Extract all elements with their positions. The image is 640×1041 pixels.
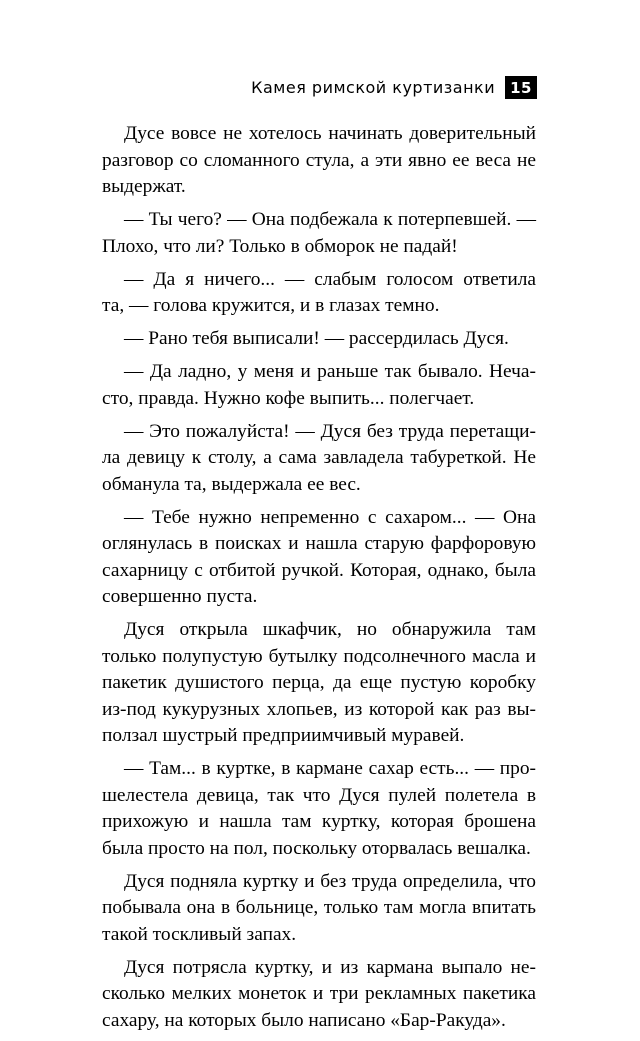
text-line: шелестела девица, так что Дуся пулей полетела в bbox=[102, 784, 536, 806]
text-line: обманула та, выдержала ее вес. bbox=[102, 473, 361, 495]
text-line: сахарницу с отбитой ручкой. Которая, однако, была bbox=[102, 559, 536, 581]
text-line: Плохо, что ли? Только в обморок не падай! bbox=[102, 235, 458, 257]
text-line: — Это пожалуйста! — Дуся без труда перетащи- bbox=[124, 420, 536, 442]
paragraph bbox=[102, 869, 536, 949]
text-line: — Да ладно, у меня и раньше так бывало. Неча- bbox=[124, 361, 536, 382]
paragraph bbox=[102, 267, 536, 320]
paragraph bbox=[102, 955, 536, 1035]
text-line: разговор со сломанного стула, а эти явно ее веса не bbox=[102, 149, 536, 171]
text-line: побывала она в больнице, только там могла впитать bbox=[102, 897, 536, 918]
paragraph bbox=[102, 505, 536, 611]
text-line: ползал шустрый предприимчивый муравей. bbox=[102, 725, 465, 746]
book-title: Камея римской куртизанки bbox=[251, 78, 496, 97]
text-line: та, — голова кружится, и в глазах темно. bbox=[102, 295, 440, 316]
paragraph bbox=[102, 756, 536, 862]
text-line: совершенно пуста. bbox=[102, 586, 258, 607]
text-line: — Да я ничего... — слабым голосом ответила bbox=[124, 268, 536, 290]
running-head bbox=[251, 76, 537, 99]
text-line: пакетик душистого перца, да еще пустую коробку bbox=[102, 672, 536, 693]
text-line: Дуся открыла шкафчик, но обнаружила там bbox=[124, 619, 536, 640]
text-line: выдержат. bbox=[102, 176, 186, 197]
text-line: сахару, на которых было написано «Бар-Ракуда». bbox=[102, 1009, 506, 1031]
text-line: сто, правда. Нужно кофе выпить... полегчает. bbox=[102, 387, 475, 409]
paragraph bbox=[102, 359, 536, 412]
text-line: сколько мелких монеток и три рекламных пакетика bbox=[102, 983, 536, 1004]
paragraph bbox=[102, 617, 536, 750]
text-line: — Рано тебя выписали! — рассердилась Дуся. bbox=[124, 328, 509, 349]
paragraph bbox=[102, 326, 536, 353]
text-line: Дуся подняла куртку и без труда определила, что bbox=[124, 870, 536, 892]
text-line: Дуся потрясла куртку, и из кармана выпало не- bbox=[124, 956, 536, 978]
text-line: Дусе вовсе не хотелось начинать доверительный bbox=[124, 123, 536, 144]
text-line: оглянулась в поисках и нашла старую фарфоровую bbox=[102, 533, 536, 554]
text-line: такой тоскливый запах. bbox=[102, 923, 297, 945]
paragraph bbox=[102, 207, 536, 260]
text-line: была просто на пол, поскольку оторвалась вешалка. bbox=[102, 837, 531, 859]
text-line: — Тебе нужно непременно с сахаром... — Она bbox=[124, 506, 536, 528]
paragraph bbox=[102, 121, 536, 201]
text-line: только полупустую бутылку подсолнечного масла и bbox=[102, 645, 536, 667]
text-line: прихожую и нашла там куртку, которая брошена bbox=[102, 811, 536, 832]
page-number: 15 bbox=[505, 76, 537, 99]
text-line: ла девицу к столу, а сама завладела табуреткой. Не bbox=[102, 447, 536, 468]
text-line: — Ты чего? — Она подбежала к потерпевшей. — bbox=[124, 209, 536, 230]
text-line: — Там... в куртке, в кармане сахар есть... — про- bbox=[124, 758, 536, 779]
body-text bbox=[102, 121, 536, 1041]
paragraph bbox=[102, 419, 536, 499]
text-line: из-под кукурузных хлопьев, из которой как раз вы- bbox=[102, 698, 536, 720]
